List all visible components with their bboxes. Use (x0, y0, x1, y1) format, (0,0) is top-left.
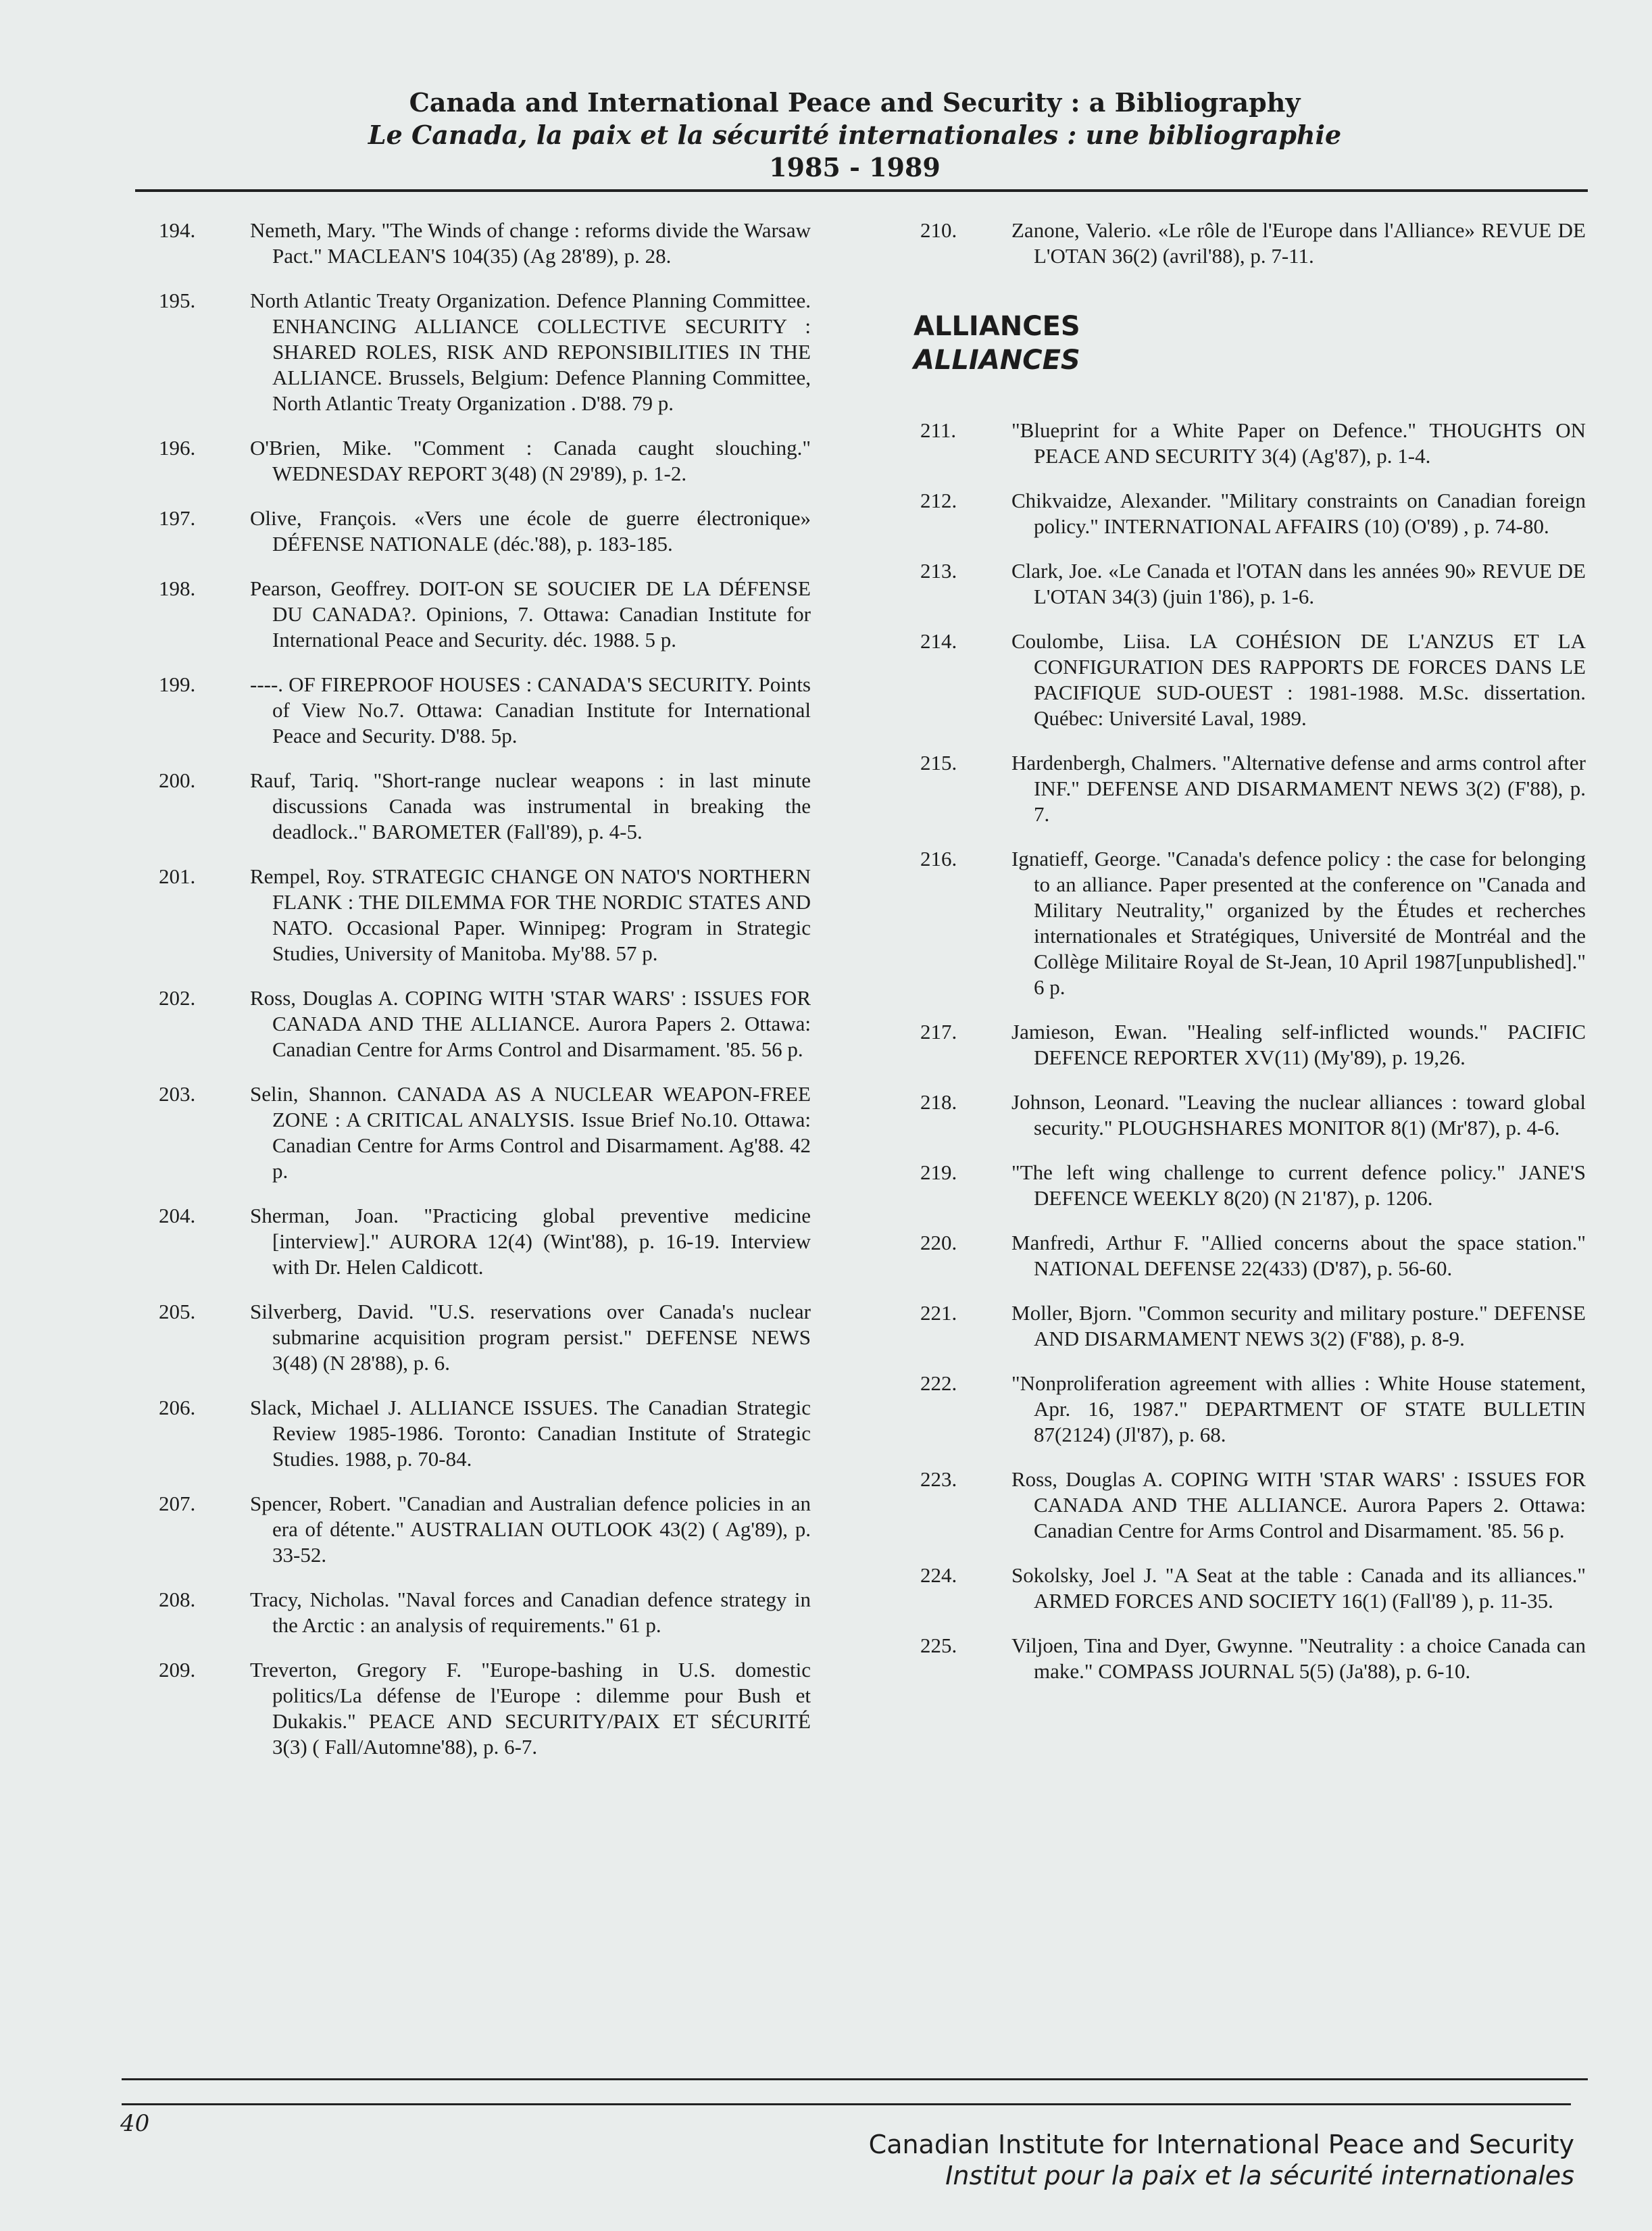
entry-citation: Sherman, Joan. "Practicing global preventive medicine [interview]." AURORA 12(4) (Wint'88), p. 16-19. Interview with Dr. Helen Caldicott. (250, 1204, 811, 1279)
entry-citation: Viljoen, Tina and Dyer, Gwynne. "Neutrality : a choice Canada can make." COMPASS JOURNAL 5(5) (Ja'88), p. 6-10. (1011, 1634, 1586, 1683)
bibliography-entry (145, 218, 811, 269)
bibliography-entry (145, 1299, 811, 1376)
entry-number: 201. (159, 864, 196, 888)
bibliography-entry (907, 1467, 1586, 1544)
entry-number: 218. (920, 1090, 957, 1114)
bibliography-entry (145, 1395, 811, 1472)
entry-number: 207. (159, 1492, 196, 1515)
header-title-fr: Le Canada, la paix et la sécurité internationales : une bibliographie (368, 120, 1342, 150)
entry-number: 209. (159, 1658, 196, 1682)
bibliography-entry (907, 418, 1586, 469)
bibliography-entry (145, 985, 811, 1062)
bibliography-entry (907, 1633, 1586, 1684)
bibliography-entry (145, 1081, 811, 1184)
entry-citation: Ross, Douglas A. COPING WITH 'STAR WARS' : ISSUES FOR CANADA AND THE ALLIANCE. Aurora Papers 2. Ottawa: Canadian Centre for Arms Control and Disarmament. '85. 56 p. (250, 986, 811, 1061)
entry-citation: Rauf, Tariq. "Short-range nuclear weapons : in last minute discussions Canada was instrumental in breaking the deadlock.." BAROMETER (Fall'89), p. 4-5. (250, 768, 811, 843)
bibliography-entry (907, 1300, 1586, 1352)
entry-number: 225. (920, 1634, 957, 1657)
bibliography-entry (145, 1657, 811, 1760)
bibliography-entry (907, 218, 1586, 269)
header-title-en: Canada and International Peace and Security : a Bibliography (409, 87, 1301, 118)
entry-number: 208. (159, 1588, 196, 1611)
entry-number: 200. (159, 768, 196, 792)
entry-number: 195. (159, 289, 196, 312)
footer-institute-en: Canadian Institute for International Peace and Security (868, 2130, 1574, 2159)
bibliography-entry (145, 672, 811, 749)
entry-citation: "Nonproliferation agreement with allies : White House statement, Apr. 16, 1987." DEPARTMENT OF STATE BULLETIN 87(2124) (Jl'87), p. 68. (1011, 1371, 1586, 1446)
entry-citation: Ignatieff, George. "Canada's defence policy : the case for belonging to an alliance. Paper presented at the conference on "Canada and Military Neutrality," organized by the Études et recherches internationales et Stratégiques, Université de Montréal and the Collège Militaire Royal de St-Jean, 10 April 1987[unpublished]." 6 p. (1011, 847, 1586, 999)
bibliography-entry (145, 1491, 811, 1568)
bibliography-entry (145, 435, 811, 487)
entry-citation: Johnson, Leonard. "Leaving the nuclear alliances : toward global security." PLOUGHSHARES MONITOR 8(1) (Mr'87), p. 4-6. (1011, 1090, 1586, 1139)
header-years: 1985 - 1989 (769, 152, 941, 182)
entry-citation: ----. OF FIREPROOF HOUSES : CANADA'S SECURITY. Points of View No.7. Ottawa: Canadian Institute for International Peace and Security. D'88. 5p. (250, 672, 811, 747)
bibliography-entry (907, 1089, 1586, 1141)
bibliography-entry (145, 288, 811, 416)
entry-number: 194. (159, 218, 196, 242)
right-column (907, 218, 1586, 1703)
entry-citation: Manfredi, Arthur F. "Allied concerns about the space station." NATIONAL DEFENSE 22(433) (D'87), p. 56-60. (1011, 1231, 1586, 1280)
bibliography-entry (907, 629, 1586, 731)
entry-number: 199. (159, 672, 196, 696)
entry-number: 203. (159, 1082, 196, 1106)
entry-citation: Slack, Michael J. ALLIANCE ISSUES. The Canadian Strategic Review 1985-1986. Toronto: Canadian Institute of Strategic Studies. 1988, p. 70-84. (250, 1396, 811, 1471)
bibliography-entry (907, 1230, 1586, 1281)
entry-number: 210. (920, 218, 957, 242)
entry-number: 221. (920, 1301, 957, 1325)
bibliography-entry (907, 1371, 1586, 1448)
entry-number: 212. (920, 489, 957, 512)
bibliography-entry (907, 1160, 1586, 1211)
bibliography-entry (145, 1203, 811, 1280)
entry-citation: Jamieson, Ewan. "Healing self-inflicted wounds." PACIFIC DEFENCE REPORTER XV(11) (My'89), p. 19,26. (1011, 1020, 1586, 1069)
entry-number: 211. (920, 418, 957, 442)
bibliography-entry (145, 1587, 811, 1638)
entry-citation: Moller, Bjorn. "Common security and military posture." DEFENSE AND DISARMAMENT NEWS 3(2) (F'88), p. 8-9. (1011, 1301, 1586, 1350)
entry-number: 224. (920, 1563, 957, 1587)
entry-number: 217. (920, 1020, 957, 1044)
entry-citation: Hardenbergh, Chalmers. "Alternative defense and arms control after INF." DEFENSE AND DISARMAMENT NEWS 3(2) (F'88), p. 7. (1011, 751, 1586, 826)
entry-citation: "Blueprint for a White Paper on Defence." THOUGHTS ON PEACE AND SECURITY 3(4) (Ag'87), p. 1-4. (1011, 418, 1586, 468)
entry-citation: Chikvaidze, Alexander. "Military constraints on Canadian foreign policy." INTERNATIONAL AFFAIRS (10) (O'89) , p. 74-80. (1011, 489, 1586, 538)
bibliography-entry (907, 1019, 1586, 1071)
entry-citation: Zanone, Valerio. «Le rôle de l'Europe dans l'Alliance» REVUE DE L'OTAN 36(2) (avril'88), p. 7-11. (1011, 218, 1586, 268)
entry-number: 213. (920, 559, 957, 583)
entry-citation: Silverberg, David. "U.S. reservations over Canada's nuclear submarine acquisition program persist." DEFENSE NEWS 3(48) (N 28'88), p. 6. (250, 1300, 811, 1375)
right-entries-before (907, 218, 1586, 269)
entry-number: 196. (159, 436, 196, 460)
entry-citation: Pearson, Geoffrey. DOIT-ON SE SOUCIER DE LA DÉFENSE DU CANADA?. Opinions, 7. Ottawa: Canadian Institute for International Peace and Security. déc. 1988. 5 p. (250, 577, 811, 652)
bibliography-entry (145, 864, 811, 966)
bibliography-entry (907, 558, 1586, 610)
section-heading (913, 310, 1586, 377)
entry-citation: Tracy, Nicholas. "Naval forces and Canadian defence strategy in the Arctic : an analysis of requirements." 61 p. (250, 1588, 811, 1637)
entry-citation: Selin, Shannon. CANADA AS A NUCLEAR WEAPON-FREE ZONE : A CRITICAL ANALYSIS. Issue Brief No.10. Ottawa: Canadian Centre for Arms Control and Disarmament. Ag'88. 42 p. (250, 1082, 811, 1183)
footer-divider-top (122, 2078, 1588, 2080)
section-title-fr: ALLIANCES (913, 345, 1080, 376)
entry-number: 202. (159, 986, 196, 1010)
entry-number: 206. (159, 1396, 196, 1419)
entry-number: 214. (920, 629, 957, 653)
entry-citation: Spencer, Robert. "Canadian and Australian defence policies in an era of détente." AUSTRALIAN OUTLOOK 43(2) ( Ag'89), p. 33-52. (250, 1492, 811, 1567)
page-number: 40 (120, 2110, 150, 2137)
page-footer (869, 2129, 1574, 2191)
entry-number: 216. (920, 847, 957, 871)
entry-number: 204. (159, 1204, 196, 1227)
right-entries-after (907, 418, 1586, 1684)
footer-divider-bottom (122, 2103, 1571, 2105)
entry-number: 205. (159, 1300, 196, 1323)
entry-number: 223. (920, 1467, 957, 1491)
entry-citation: Treverton, Gregory F. "Europe-bashing in U.S. domestic politics/La défense de l'Europe : dilemme pour Bush et Dukakis." PEACE AND SECURITY/PAIX ET SÉCURITÉ 3(3) ( Fall/Automne'88), p. 6-7. (250, 1658, 811, 1759)
bibliography-entry (907, 846, 1586, 1000)
entry-number: 219. (920, 1160, 957, 1184)
entry-citation: Coulombe, Liisa. LA COHÉSION DE L'ANZUS ET LA CONFIGURATION DES RAPPORTS DE FORCES DANS LE PACIFIQUE SUD-OUEST : 1981-1988. M.Sc. dissertation. Québec: Université Laval, 1989. (1011, 629, 1586, 730)
entry-number: 198. (159, 577, 196, 600)
entry-citation: North Atlantic Treaty Organization. Defence Planning Committee. ENHANCING ALLIANCE COLLECTIVE SECURITY : SHARED ROLES, RISK AND REPONSIBILITIES IN THE ALLIANCE. Brussels, Belgium: Defence Planning Committee, North Atlantic Treaty Organization . D'88. 79 p. (250, 289, 811, 415)
entry-citation: "The left wing challenge to current defence policy." JANE'S DEFENCE WEEKLY 8(20) (N 21'87), p. 1206. (1011, 1160, 1586, 1210)
entry-citation: Olive, François. «Vers une école de guerre électronique» DÉFENSE NATIONALE (déc.'88), p. 183-185. (250, 506, 811, 556)
entry-citation: Sokolsky, Joel J. "A Seat at the table : Canada and its alliances." ARMED FORCES AND SOCIETY 16(1) (Fall'89 ), p. 11-35. (1011, 1563, 1586, 1613)
entry-citation: Rempel, Roy. STRATEGIC CHANGE ON NATO'S NORTHERN FLANK : THE DILEMMA FOR THE NORDIC STATES AND NATO. Occasional Paper. Winnipeg: Program in Strategic Studies, University of Manitoba. My'88. 57 p. (250, 864, 811, 965)
entry-number: 222. (920, 1371, 957, 1395)
bibliography-entry (145, 506, 811, 557)
header-divider (135, 189, 1588, 192)
bibliography-entry (907, 1563, 1586, 1614)
entry-number: 197. (159, 506, 196, 530)
entry-citation: O'Brien, Mike. "Comment : Canada caught slouching." WEDNESDAY REPORT 3(48) (N 29'89), p. 1-2. (250, 436, 811, 485)
footer-institute-fr: Institut pour la paix et la sécurité internationales (945, 2161, 1574, 2190)
bibliography-entry (145, 768, 811, 845)
entry-citation: Clark, Joe. «Le Canada et l'OTAN dans les années 90» REVUE DE L'OTAN 34(3) (juin 1'86), p. 1-6. (1011, 559, 1586, 608)
section-title-en: ALLIANCES (913, 311, 1080, 342)
bibliography-entry (907, 750, 1586, 827)
page-header (135, 87, 1574, 184)
entry-number: 215. (920, 751, 957, 775)
bibliography-entry (145, 576, 811, 653)
bibliography-entry (907, 488, 1586, 539)
entry-number: 220. (920, 1231, 957, 1254)
left-column (145, 218, 811, 1779)
entry-citation: Ross, Douglas A. COPING WITH 'STAR WARS' : ISSUES FOR CANADA AND THE ALLIANCE. Aurora Papers 2. Ottawa: Canadian Centre for Arms Control and Disarmament. '85. 56 p. (1011, 1467, 1586, 1542)
entry-citation: Nemeth, Mary. "The Winds of change : reforms divide the Warsaw Pact." MACLEAN'S 104(35) (Ag 28'89), p. 28. (250, 218, 811, 268)
